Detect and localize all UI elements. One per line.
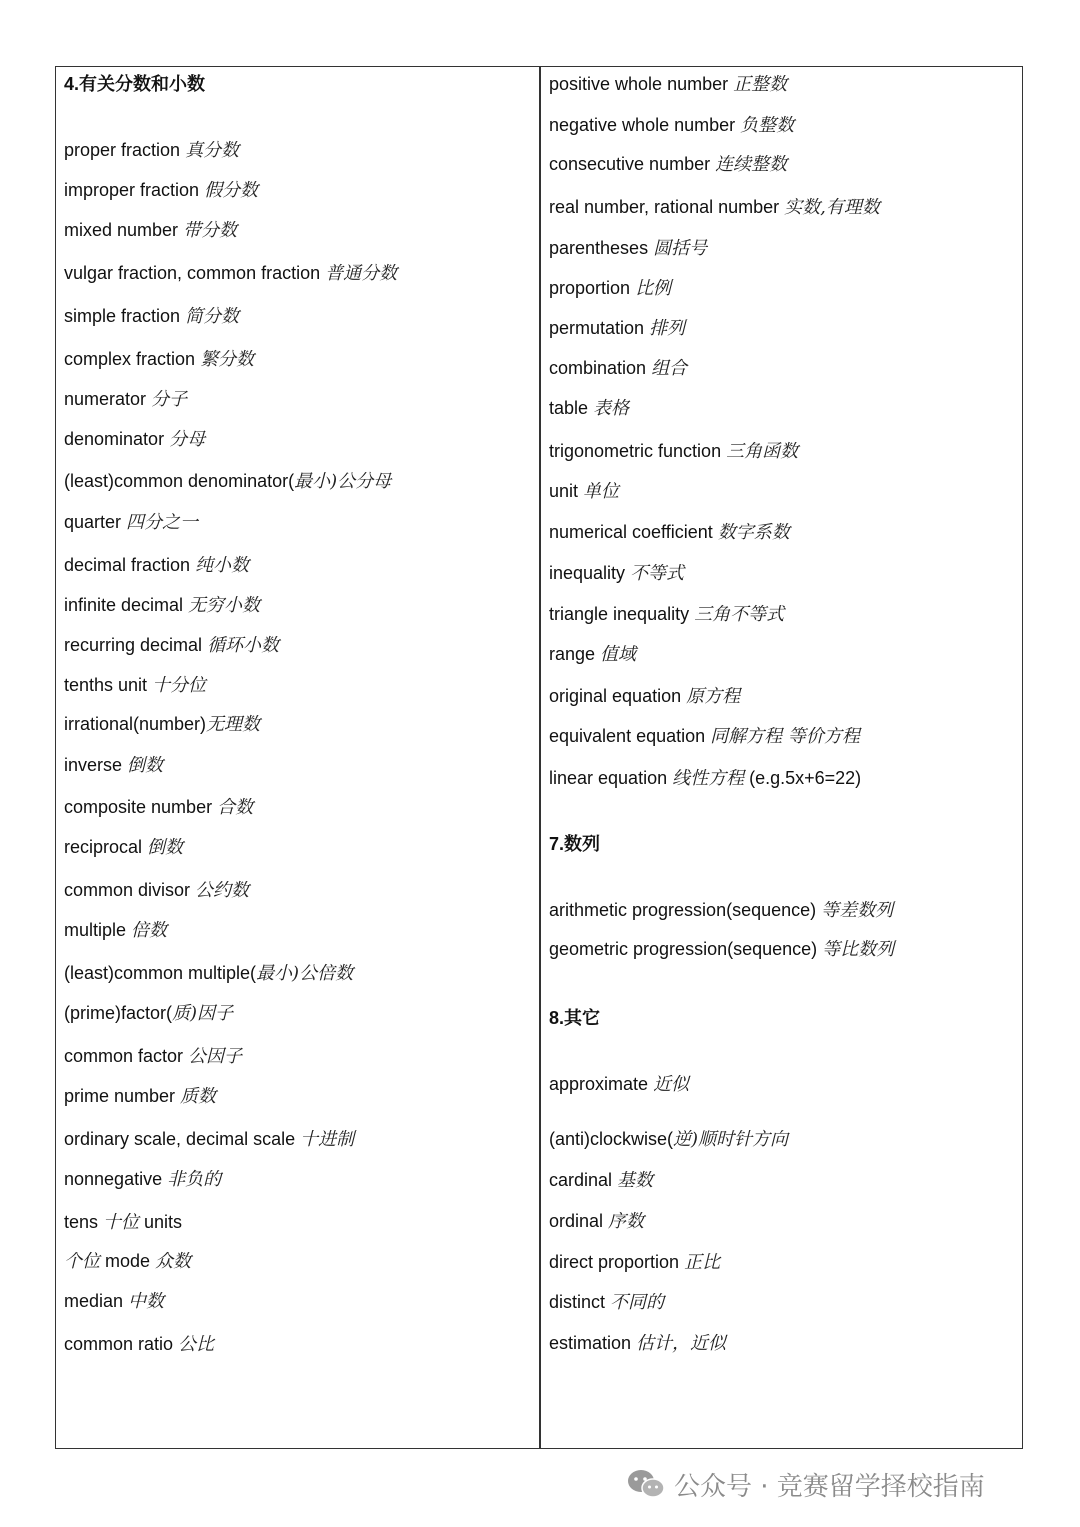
vocab-chinese: 圆括号 bbox=[653, 238, 708, 259]
vocab-entry bbox=[549, 1251, 720, 1274]
vocab-entry bbox=[64, 1168, 221, 1191]
vocab-english: original equation bbox=[549, 686, 687, 706]
vocab-chinese: 普通分数 bbox=[325, 263, 398, 284]
vocab-chinese-prefix: 个位 bbox=[64, 1251, 100, 1272]
vocab-entry bbox=[64, 139, 239, 162]
vocab-entry bbox=[549, 1073, 689, 1096]
vocab-chinese: 线性方程 bbox=[672, 768, 745, 789]
vocab-english: estimation bbox=[549, 1333, 637, 1353]
vocab-english: complex fraction bbox=[64, 349, 201, 369]
column-divider bbox=[539, 66, 541, 1449]
vocab-english: geometric progression(sequence) bbox=[549, 939, 823, 959]
vocab-entry bbox=[549, 357, 687, 380]
vocab-entry bbox=[549, 1128, 788, 1151]
vocab-entry bbox=[549, 725, 860, 748]
vocab-entry bbox=[64, 1290, 164, 1313]
vocab-chinese: 基数 bbox=[617, 1170, 654, 1191]
vocab-chinese: 序数 bbox=[608, 1211, 645, 1232]
vocab-chinese: 三角不等式 bbox=[694, 604, 785, 625]
vocab-entry bbox=[549, 153, 787, 176]
vocab-chinese: 逆)顺时针方向 bbox=[673, 1129, 789, 1150]
vocab-entry bbox=[549, 397, 629, 420]
vocab-english: arithmetic progression(sequence) bbox=[549, 900, 822, 920]
vocab-english: mode bbox=[100, 1251, 156, 1271]
vocab-entry bbox=[64, 634, 279, 657]
vocab-chinese: 繁分数 bbox=[200, 349, 255, 370]
vocab-chinese: 倒数 bbox=[147, 837, 184, 858]
vocab-english: reciprocal bbox=[64, 837, 148, 857]
vocab-entry bbox=[64, 305, 239, 328]
vocab-chinese: 简分数 bbox=[185, 306, 240, 327]
vocab-entry bbox=[549, 767, 861, 790]
vocab-chinese: 估计，近似 bbox=[636, 1333, 727, 1354]
vocab-english: (prime)factor( bbox=[64, 1003, 173, 1023]
vocab-english: permutation bbox=[549, 318, 650, 338]
vocab-chinese: 非负的 bbox=[167, 1169, 222, 1190]
vocab-chinese: 真分数 bbox=[185, 140, 240, 161]
vocab-entry bbox=[64, 554, 249, 577]
vocab-entry bbox=[64, 754, 163, 777]
wechat-icon bbox=[626, 1468, 666, 1500]
vocab-english: denominator bbox=[64, 429, 170, 449]
vocab-english: proper fraction bbox=[64, 140, 186, 160]
vocab-english: common divisor bbox=[64, 880, 196, 900]
vocab-english: recurring decimal bbox=[64, 635, 208, 655]
footer-watermark bbox=[626, 1466, 985, 1502]
vocab-chinese: 公因子 bbox=[188, 1046, 243, 1067]
vocab-chinese: 最小)公倍数 bbox=[256, 963, 354, 984]
vocab-entry bbox=[64, 511, 198, 534]
vocab-entry bbox=[549, 899, 893, 922]
vocab-entry bbox=[64, 428, 205, 451]
vocab-entry bbox=[549, 237, 707, 260]
vocab-chinese: 十位 bbox=[103, 1212, 140, 1233]
vocab-english: inequality bbox=[549, 563, 631, 583]
section-heading: 8.其它 bbox=[549, 1008, 601, 1028]
vocab-english: prime number bbox=[64, 1086, 181, 1106]
vocab-english: (least)common multiple( bbox=[64, 963, 257, 983]
vocab-entry bbox=[64, 713, 260, 736]
vocab-chinese: 负整数 bbox=[740, 115, 795, 136]
vocab-english: table bbox=[549, 398, 594, 418]
vocab-chinese: 分母 bbox=[169, 429, 206, 450]
vocab-chinese: 正比 bbox=[684, 1252, 721, 1273]
vocab-english: improper fraction bbox=[64, 180, 205, 200]
vocab-english: irrational(number) bbox=[64, 714, 207, 734]
vocab-chinese: 排列 bbox=[649, 318, 686, 339]
vocab-entry bbox=[549, 1210, 644, 1233]
vocab-entry bbox=[549, 440, 798, 463]
vocab-chinese: 等差数列 bbox=[821, 900, 894, 921]
vocab-entry bbox=[64, 1211, 182, 1234]
vocab-entry bbox=[549, 685, 740, 708]
vocab-entry bbox=[64, 262, 397, 285]
vocab-english: vulgar fraction, common fraction bbox=[64, 263, 326, 283]
vocab-entry bbox=[549, 521, 790, 544]
vocab-chinese: 无穷小数 bbox=[188, 595, 261, 616]
vocab-chinese: 实数,有理数 bbox=[784, 197, 880, 218]
vocab-english: parentheses bbox=[549, 238, 654, 258]
footer-text: 公众号 · 竞赛留学择校指南 bbox=[674, 1471, 985, 1502]
vocab-entry bbox=[64, 1045, 242, 1068]
vocab-chinese: 表格 bbox=[593, 398, 630, 419]
vocab-english: range bbox=[549, 644, 601, 664]
vocab-english: nonnegative bbox=[64, 1169, 168, 1189]
vocab-chinese: 纯小数 bbox=[195, 555, 250, 576]
vocab-english: positive whole number bbox=[549, 74, 734, 94]
vocab-english: multiple bbox=[64, 920, 132, 940]
vocab-english: quarter bbox=[64, 512, 127, 532]
vocab-entry bbox=[64, 348, 254, 371]
vocab-chinese: 质)因子 bbox=[172, 1003, 234, 1024]
section-heading: 7.数列 bbox=[549, 834, 601, 854]
vocab-chinese: 分子 bbox=[151, 389, 188, 410]
vocab-chinese: 带分数 bbox=[183, 220, 238, 241]
vocab-chinese: 合数 bbox=[217, 797, 254, 818]
vocab-english: unit bbox=[549, 481, 584, 501]
vocab-entry bbox=[549, 938, 894, 961]
vocab-entry bbox=[64, 796, 253, 819]
vocab-english: simple fraction bbox=[64, 306, 186, 326]
vocab-english: equivalent equation bbox=[549, 726, 711, 746]
vocab-english: tens bbox=[64, 1212, 104, 1232]
vocab-english: distinct bbox=[549, 1292, 611, 1312]
vocab-chinese: 四分之一 bbox=[126, 512, 199, 533]
vocab-english: decimal fraction bbox=[64, 555, 196, 575]
vocab-chinese: 组合 bbox=[651, 358, 688, 379]
vocab-english: common ratio bbox=[64, 1334, 179, 1354]
vocab-english: median bbox=[64, 1291, 129, 1311]
vocab-entry bbox=[64, 1333, 214, 1356]
vocab-english-suffix: units bbox=[139, 1212, 183, 1232]
vocab-entry bbox=[64, 594, 260, 617]
vocab-entry bbox=[549, 196, 880, 219]
vocab-chinese: 原方程 bbox=[686, 686, 741, 707]
vocab-entry bbox=[549, 1332, 726, 1355]
vocab-english: inverse bbox=[64, 755, 128, 775]
vocab-chinese: 不等式 bbox=[630, 563, 685, 584]
vocab-entry bbox=[64, 179, 258, 202]
vocab-entry bbox=[549, 1291, 664, 1314]
vocab-chinese: 假分数 bbox=[204, 180, 259, 201]
vocab-chinese: 无理数 bbox=[206, 714, 261, 735]
vocab-chinese: 数字系数 bbox=[717, 522, 790, 543]
vocab-english: cardinal bbox=[549, 1170, 618, 1190]
vocab-english-suffix: (e.g.5x+6=22) bbox=[744, 768, 862, 788]
vocab-english: (anti)clockwise( bbox=[549, 1129, 674, 1149]
vocab-chinese: 近似 bbox=[653, 1074, 690, 1095]
vocab-chinese: 值域 bbox=[600, 644, 637, 665]
vocab-english: composite number bbox=[64, 797, 218, 817]
vocab-chinese: 三角函数 bbox=[726, 441, 799, 462]
vocab-entry bbox=[64, 919, 167, 942]
vocab-entry bbox=[64, 388, 187, 411]
vocab-english: consecutive number bbox=[549, 154, 716, 174]
vocab-entry bbox=[64, 1085, 216, 1108]
vocab-english: common factor bbox=[64, 1046, 189, 1066]
vocab-entry bbox=[64, 674, 206, 697]
vocab-chinese: 质数 bbox=[180, 1086, 217, 1107]
vocab-chinese: 倍数 bbox=[131, 920, 168, 941]
vocab-english: ordinal bbox=[549, 1211, 609, 1231]
vocab-chinese: 比例 bbox=[635, 278, 672, 299]
vocab-english: combination bbox=[549, 358, 652, 378]
vocab-chinese: 正整数 bbox=[733, 74, 788, 95]
vocab-entry bbox=[549, 114, 794, 137]
vocab-entry bbox=[64, 1002, 233, 1025]
vocab-entry bbox=[64, 470, 391, 493]
vocab-chinese: 最小)公分母 bbox=[294, 471, 392, 492]
vocab-chinese: 倒数 bbox=[127, 755, 164, 776]
vocab-english: real number, rational number bbox=[549, 197, 785, 217]
vocab-english: linear equation bbox=[549, 768, 673, 788]
vocab-english: ordinary scale, decimal scale bbox=[64, 1129, 301, 1149]
vocab-english: approximate bbox=[549, 1074, 654, 1094]
vocab-chinese: 同解方程 等价方程 bbox=[710, 726, 860, 747]
vocab-entry bbox=[64, 836, 183, 859]
vocab-english: numerical coefficient bbox=[549, 522, 718, 542]
vocab-english: mixed number bbox=[64, 220, 184, 240]
vocab-entry bbox=[549, 603, 784, 626]
vocab-entry bbox=[64, 219, 237, 242]
vocab-chinese: 不同的 bbox=[610, 1292, 665, 1313]
section-heading: 4.有关分数和小数 bbox=[64, 74, 206, 94]
vocab-english: numerator bbox=[64, 389, 152, 409]
vocab-entry bbox=[549, 73, 787, 96]
vocab-chinese: 中数 bbox=[128, 1291, 165, 1312]
vocab-english: negative whole number bbox=[549, 115, 741, 135]
vocab-chinese: 十进制 bbox=[300, 1129, 355, 1150]
vocab-entry bbox=[549, 277, 671, 300]
vocab-english: (least)common denominator( bbox=[64, 471, 295, 491]
vocab-chinese: 公约数 bbox=[195, 880, 250, 901]
vocab-entry bbox=[549, 480, 619, 503]
vocab-chinese: 连续整数 bbox=[715, 154, 788, 175]
vocab-chinese: 公比 bbox=[178, 1334, 215, 1355]
vocab-chinese: 循环小数 bbox=[207, 635, 280, 656]
vocab-entry bbox=[549, 562, 684, 585]
vocab-english: triangle inequality bbox=[549, 604, 695, 624]
vocab-english: direct proportion bbox=[549, 1252, 685, 1272]
vocab-entry bbox=[64, 1128, 354, 1151]
vocab-entry bbox=[549, 1169, 653, 1192]
vocab-english: proportion bbox=[549, 278, 636, 298]
vocab-entry bbox=[64, 962, 353, 985]
vocab-chinese: 等比数列 bbox=[822, 939, 895, 960]
vocab-entry bbox=[549, 643, 636, 666]
vocab-entry bbox=[64, 1250, 191, 1273]
vocab-entry bbox=[549, 317, 685, 340]
vocab-chinese: 十分位 bbox=[152, 675, 207, 696]
vocab-english: infinite decimal bbox=[64, 595, 189, 615]
vocab-chinese: 单位 bbox=[583, 481, 620, 502]
vocab-entry bbox=[64, 879, 249, 902]
vocab-english: tenths unit bbox=[64, 675, 153, 695]
vocab-english: trigonometric function bbox=[549, 441, 727, 461]
vocab-chinese: 众数 bbox=[155, 1251, 192, 1272]
